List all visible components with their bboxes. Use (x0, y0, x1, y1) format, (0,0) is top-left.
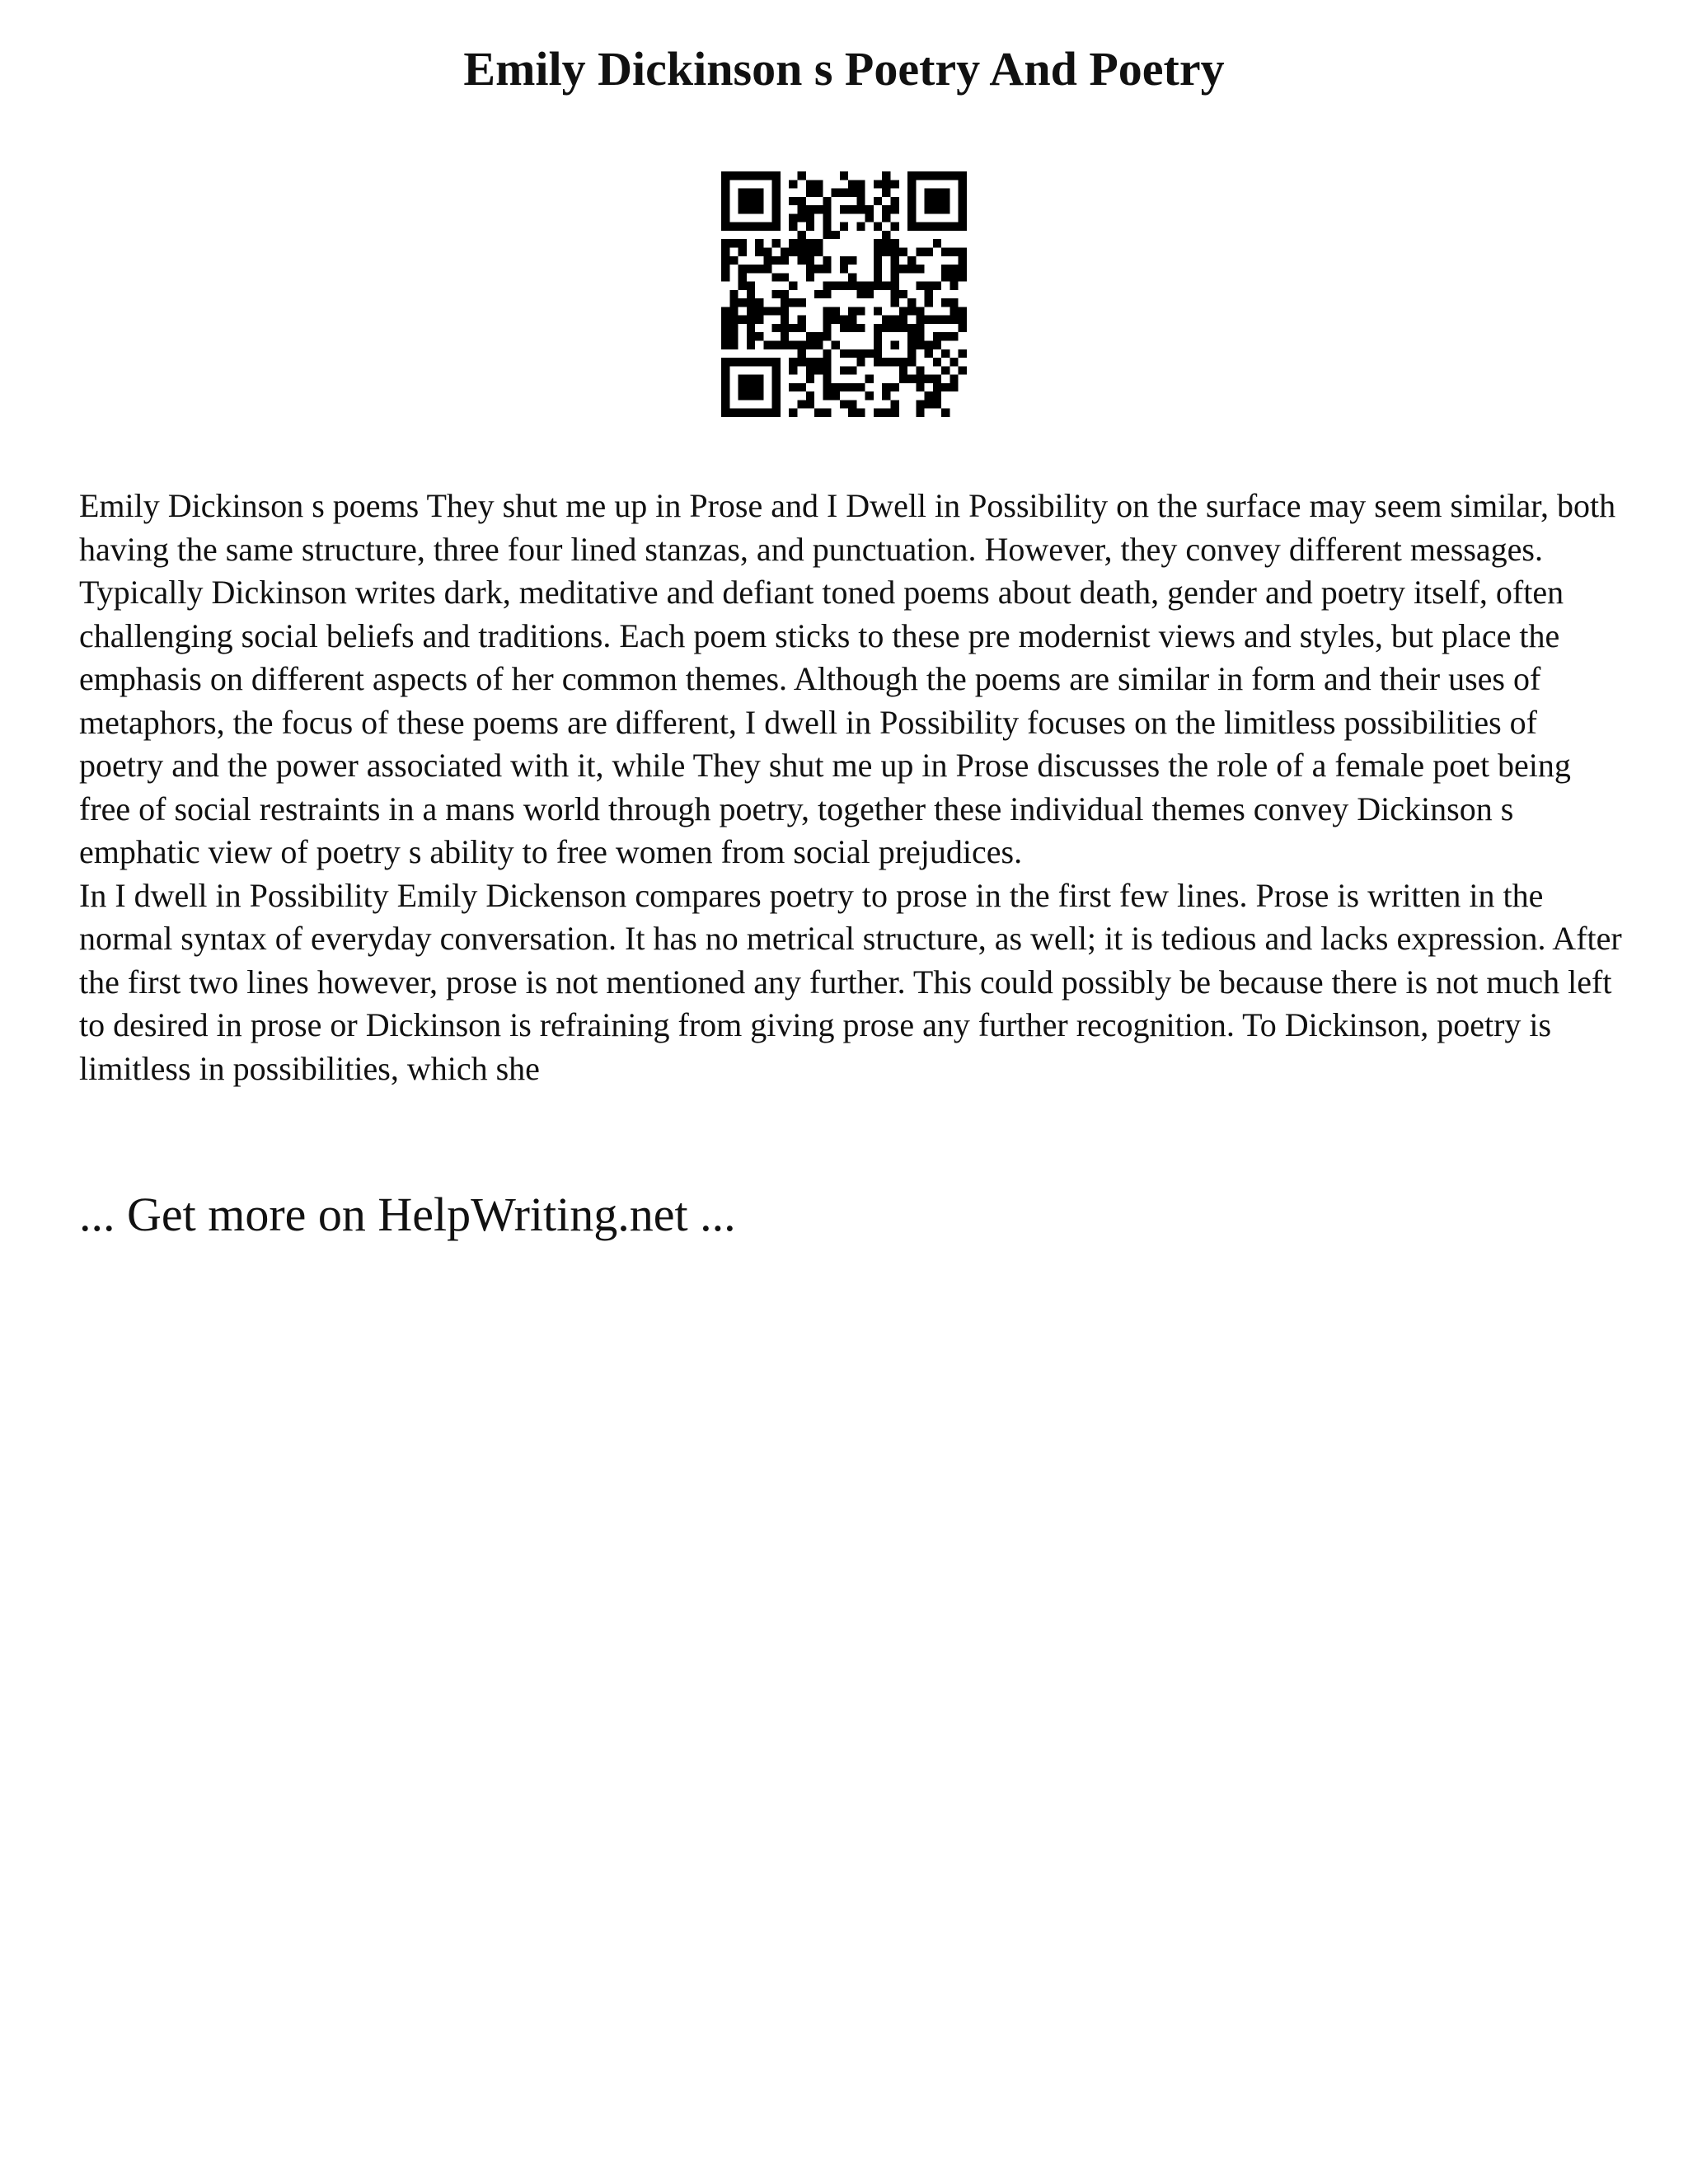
body-text (79, 485, 1629, 1090)
page-title: Emily Dickinson s Poetry And Poetry (463, 42, 1225, 96)
qr-code-icon (721, 171, 967, 417)
paragraph: Emily Dickinson s poems They shut me up in Prose and I Dwell in Possibility on the surface may seem similar, both having the same structure, three four lined stanzas, and punctuation. However, they convey different messages. Typically Dickinson writes dark, meditative and defiant toned poems about death, gender and poetry itself, often challenging social beliefs and traditions. Each poem sticks to these pre modernist views and styles, but place the emphasis on different aspects of her common themes. Although the poems are similar in form and their uses of metaphors, the focus of these poems are different, I dwell in Possibility focuses on the limitless possibilities of poetry and the power associated with it, while They shut me up in Prose discusses the role of a female poet being free of social restraints in a mans world through poetry, together these individual themes convey Dickinson s emphatic view of poetry s ability to free women from social prejudices. (79, 487, 1616, 870)
paragraph: In I dwell in Possibility Emily Dickenson compares poetry to prose in the first few lines. Prose is written in the normal syntax of everyday conversation. It has no metrical structure, as well; it is tedious and lacks expression. After the first two lines however, prose is not mentioned any further. This could possibly be because there is not much left to desired in prose or Dickinson is refraining from giving prose any further recognition. To Dickinson, poetry is limitless in possibilities, which she (79, 876, 1622, 1087)
get-more-link[interactable]: ... Get more on HelpWriting.net ... (79, 1188, 736, 1241)
